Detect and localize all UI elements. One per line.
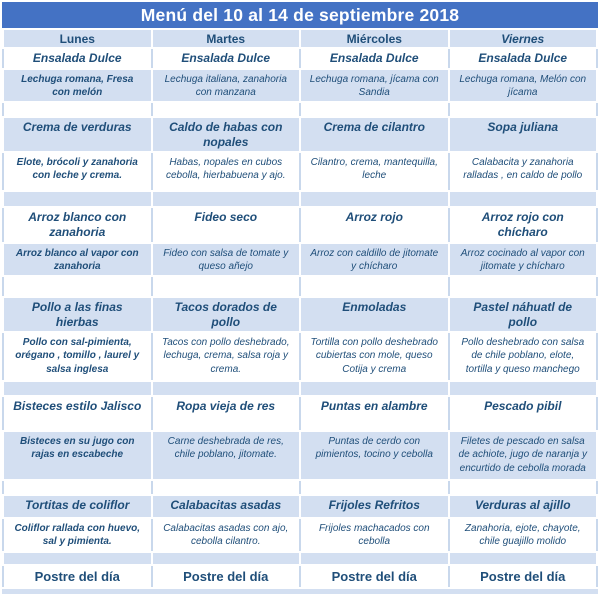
- spacer-cell: [300, 276, 449, 297]
- dish-name-cell: Verduras al ajillo: [449, 495, 598, 518]
- spacer-row: [3, 191, 597, 207]
- dessert-cell: Postre del día: [449, 565, 598, 588]
- spacer-cell: [3, 191, 152, 207]
- spacer-cell: [300, 480, 449, 495]
- spacer-cell: [449, 276, 598, 297]
- dish-name-cell: Puntas en alambre: [300, 396, 449, 431]
- side-dish-name-row: [3, 495, 597, 518]
- dish-name-cell: Ensalada Dulce: [300, 48, 449, 69]
- soup-name-row: [3, 117, 597, 152]
- dish-description-cell: Arroz cocinado al vapor con jitomate y chícharo: [449, 243, 598, 276]
- spacer-cell: [152, 276, 301, 297]
- spacer-cell: [449, 480, 598, 495]
- menu-title: Menú del 10 al 14 de septiembre 2018: [2, 2, 598, 28]
- dish-description-cell: Lechuga italiana, zanahoria con manzana: [152, 69, 301, 102]
- day-header-lunes: Lunes: [3, 29, 152, 48]
- day-header-miercoles: Miércoles: [300, 29, 449, 48]
- salad-name-row: [3, 48, 597, 69]
- spacer-cell: [152, 191, 301, 207]
- day-header-row: [3, 29, 597, 48]
- dish-description-cell: Frijoles machacados con cebolla: [300, 518, 449, 551]
- dish-description-cell: Calabacitas asadas con ajo, cebolla cilantro.: [152, 518, 301, 551]
- dish-description-cell: Bisteces en su jugo con rajas en escabeche: [3, 431, 152, 480]
- spacer-cell: [449, 102, 598, 117]
- dish-name-cell: Tacos dorados de pollo: [152, 297, 301, 332]
- spacer-cell: [152, 102, 301, 117]
- main-dish-1-description-row: [3, 332, 597, 381]
- spacer-cell: [152, 480, 301, 495]
- dish-name-cell: Crema de verduras: [3, 117, 152, 152]
- spacer-cell: [3, 552, 152, 565]
- dish-name-cell: Arroz blanco con zanahoria: [3, 207, 152, 242]
- spacer-cell: [449, 552, 598, 565]
- dish-description-cell: Arroz con caldillo de jitomate y chícharo: [300, 243, 449, 276]
- dessert-row: [3, 565, 597, 588]
- spacer-cell: [300, 191, 449, 207]
- dish-description-cell: Carne deshebrada de res, chile poblano, jitomate.: [152, 431, 301, 480]
- spacer-cell: [152, 381, 301, 396]
- spacer-cell: [3, 381, 152, 396]
- dish-name-cell: Pastel náhuatl de pollo: [449, 297, 598, 332]
- spacer-cell: [152, 552, 301, 565]
- rice-description-row: [3, 243, 597, 276]
- main-dish-2-description-row: [3, 431, 597, 480]
- spacer-row: [3, 480, 597, 495]
- dish-description-cell: Arroz blanco al vapor con zanahoria: [3, 243, 152, 276]
- dish-name-cell: Pescado pibil: [449, 396, 598, 431]
- dish-description-cell: Lechuga romana, Melón con jícama: [449, 69, 598, 102]
- dish-description-cell: Tacos con pollo deshebrado, lechuga, crema, salsa roja y crema.: [152, 332, 301, 381]
- day-header-martes: Martes: [152, 29, 301, 48]
- salad-description-row: [3, 69, 597, 102]
- dish-name-cell: Caldo de habas con nopales: [152, 117, 301, 152]
- spacer-row: [3, 276, 597, 297]
- spacer-cell: [3, 276, 152, 297]
- dish-description-cell: Lechuga romana, jícama con Sandia: [300, 69, 449, 102]
- dish-name-cell: Arroz rojo: [300, 207, 449, 242]
- dish-name-cell: Frijoles Refritos: [300, 495, 449, 518]
- spacer-cell: [300, 552, 449, 565]
- side-dish-description-row: [3, 518, 597, 551]
- dessert-cell: Postre del día: [152, 565, 301, 588]
- dish-description-cell: Habas, nopales en cubos cebolla, hierbabuena y ajo.: [152, 152, 301, 191]
- main-dish-1-name-row: [3, 297, 597, 332]
- dish-name-cell: Tortitas de coliflor: [3, 495, 152, 518]
- dessert-cell: Postre del día: [300, 565, 449, 588]
- spacer-cell: [3, 480, 152, 495]
- dish-name-cell: Ensalada Dulce: [3, 48, 152, 69]
- dessert-cell: Postre del día: [3, 565, 152, 588]
- spacer-cell: [3, 102, 152, 117]
- dish-description-cell: Lechuga romana, Fresa con melón: [3, 69, 152, 102]
- dish-description-cell: Calabacita y zanahoria ralladas , en caldo de pollo: [449, 152, 598, 191]
- dish-description-cell: Zanahoria, ejote, chayote, chile guajillo molido: [449, 518, 598, 551]
- weekly-menu: [2, 2, 598, 594]
- spacer-cell: [449, 381, 598, 396]
- dish-description-cell: Elote, brócoli y zanahoria con leche y crema.: [3, 152, 152, 191]
- dish-description-cell: Puntas de cerdo con pimientos, tocino y cebolla: [300, 431, 449, 480]
- dish-name-cell: Crema de cilantro: [300, 117, 449, 152]
- dish-name-cell: Pollo a las finas hierbas: [3, 297, 152, 332]
- dish-description-cell: Cilantro, crema, mantequilla, leche: [300, 152, 449, 191]
- spacer-cell: [300, 381, 449, 396]
- dish-description-cell: Fideo con salsa de tomate y queso añejo: [152, 243, 301, 276]
- day-header-viernes: Viernes: [449, 29, 598, 48]
- soup-description-row: [3, 152, 597, 191]
- dish-name-cell: Bisteces estilo Jalisco: [3, 396, 152, 431]
- spacer-cell: [449, 191, 598, 207]
- dish-description-cell: Coliflor rallada con huevo, sal y pimienta.: [3, 518, 152, 551]
- dish-description-cell: Pollo deshebrado con salsa de chile poblano, elote, tortilla y queso manchego: [449, 332, 598, 381]
- spacer-row: [3, 102, 597, 117]
- dish-name-cell: Fideo seco: [152, 207, 301, 242]
- spacer-row: [3, 381, 597, 396]
- dish-description-cell: Tortilla con pollo deshebrado cubiertas con mole, queso Cotija y crema: [300, 332, 449, 381]
- spacer-row: [3, 552, 597, 565]
- dish-name-cell: Enmoladas: [300, 297, 449, 332]
- dish-name-cell: Calabacitas asadas: [152, 495, 301, 518]
- dish-name-cell: Ropa vieja de res: [152, 396, 301, 431]
- main-dish-2-name-row: [3, 396, 597, 431]
- spacer-cell: [300, 102, 449, 117]
- dish-description-cell: Filetes de pescado en salsa de achiote, jugo de naranja y encurtido de cebolla morada: [449, 431, 598, 480]
- table-bottom-border: [2, 589, 598, 594]
- dish-description-cell: Pollo con sal-pimienta, orégano , tomillo , laurel y salsa inglesa: [3, 332, 152, 381]
- rice-name-row: [3, 207, 597, 242]
- dish-name-cell: Ensalada Dulce: [152, 48, 301, 69]
- dish-name-cell: Arroz rojo con chícharo: [449, 207, 598, 242]
- menu-table: [2, 28, 598, 589]
- dish-name-cell: Ensalada Dulce: [449, 48, 598, 69]
- dish-name-cell: Sopa juliana: [449, 117, 598, 152]
